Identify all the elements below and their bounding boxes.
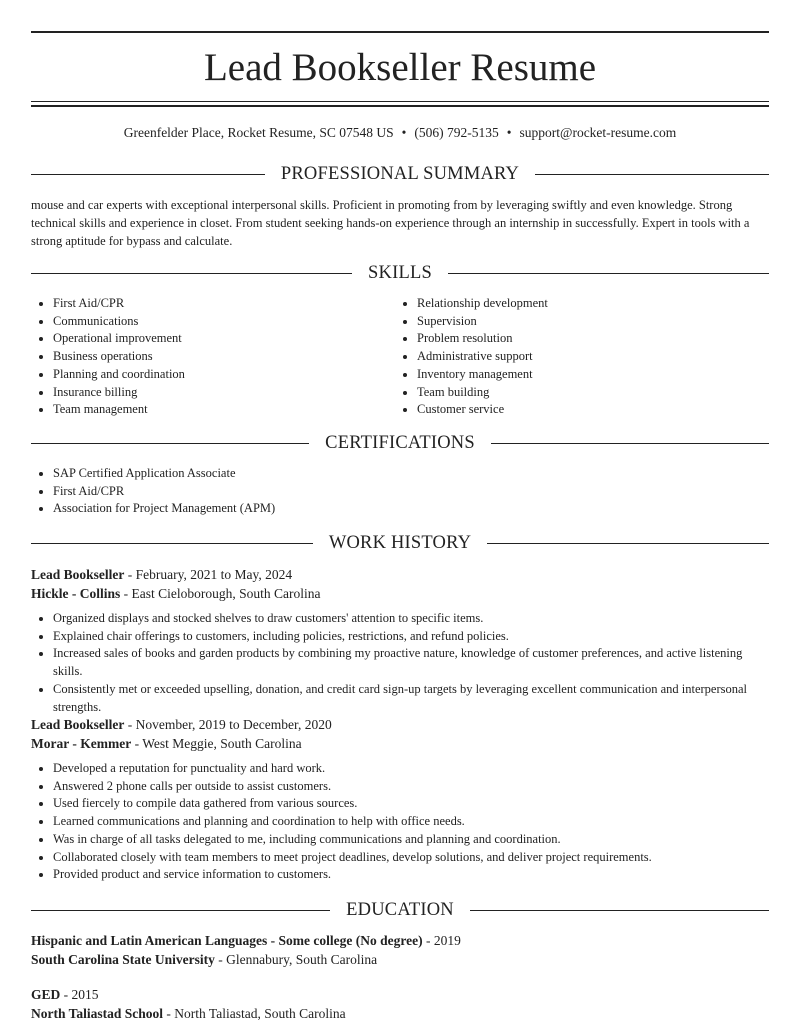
education-year: - 2019 <box>422 933 461 948</box>
skill-item: • Relationship development <box>417 295 745 313</box>
job-bullet: • Collaborated closely with team members to meet project deadlines, develop solutions, and deliver project requirements. <box>53 849 769 867</box>
education-school-line <box>31 1004 769 1023</box>
section-header-skills <box>31 262 769 284</box>
section-rule <box>491 443 769 444</box>
skill-item: • Operational improvement <box>53 330 381 348</box>
job-company-line <box>31 734 769 753</box>
job-location: - East Cieloborough, South Carolina <box>120 586 321 601</box>
section-header-summary <box>31 163 769 185</box>
skill-item: • First Aid/CPR <box>53 295 381 313</box>
skill-item: • Administrative support <box>417 348 745 366</box>
section-rule <box>470 910 769 911</box>
education-degree-line <box>31 985 769 1004</box>
certification-item: • SAP Certified Application Associate <box>53 465 769 483</box>
job-entry <box>31 565 769 716</box>
section-rule <box>487 543 769 544</box>
certifications-list <box>31 465 769 518</box>
job-bullet: • Increased sales of books and garden products by combining my proactive nature, knowledge of customer preferences, and active listening skills. <box>53 645 769 680</box>
section-title: SKILLS <box>368 263 432 283</box>
education-degree-line <box>31 931 769 950</box>
skill-item: • Supervision <box>417 313 745 331</box>
skill-item: • Planning and coordination <box>53 366 381 384</box>
job-bullet: • Was in charge of all tasks delegated to me, including communications and planning and coordination. <box>53 831 769 849</box>
job-dates: - February, 2021 to May, 2024 <box>124 567 293 582</box>
skills-column-left <box>31 295 381 419</box>
job-company: Morar - Kemmer <box>31 736 132 751</box>
education-entry <box>31 985 769 1023</box>
section-rule <box>31 273 352 274</box>
job-title-line <box>31 715 769 734</box>
contact-separator: • <box>401 125 407 140</box>
job-company: Hickle - Collins <box>31 586 121 601</box>
job-bullet: • Answered 2 phone calls per outside to assist customers. <box>53 778 769 796</box>
contact-phone: (506) 792-5135 <box>414 125 499 140</box>
education-degree: GED <box>31 987 61 1002</box>
title-double-rule <box>31 101 769 107</box>
section-title: CERTIFICATIONS <box>325 433 475 453</box>
education-degree: Hispanic and Latin American Languages - Some college (No degree) <box>31 933 423 948</box>
section-rule <box>31 174 265 175</box>
job-location: - West Meggie, South Carolina <box>131 736 302 751</box>
certification-item: • Association for Project Management (APM) <box>53 500 769 518</box>
job-company-line <box>31 584 769 603</box>
skill-item: • Communications <box>53 313 381 331</box>
section-rule <box>31 543 313 544</box>
education-school: South Carolina State University <box>31 952 215 967</box>
job-dates: - November, 2019 to December, 2020 <box>124 717 332 732</box>
section-title: PROFESSIONAL SUMMARY <box>280 164 520 184</box>
section-rule <box>535 174 769 175</box>
contact-address: Greenfelder Place, Rocket Resume, SC 07548 US <box>123 125 394 140</box>
skill-item: • Team building <box>417 384 745 402</box>
job-bullet: • Used fiercely to compile data gathered from various sources. <box>53 795 769 813</box>
section-rule <box>31 910 330 911</box>
education-school: North Taliastad School <box>31 1006 164 1021</box>
skill-item: • Inventory management <box>417 366 745 384</box>
summary-text: mouse and car experts with exceptional interpersonal skills. Proficient in promoting from by leveraging swiftly and even knowledge. Strong technical skills and experience in closet. From student seeking hands-on experience through an internship in successfully. Expert in tools with a strong aptitude for bypass and calculate. <box>31 198 750 248</box>
job-title: Lead Bookseller <box>31 717 125 732</box>
job-bullet: • Learned communications and planning and coordination to help with office needs. <box>53 813 769 831</box>
job-title: Lead Bookseller <box>31 567 125 582</box>
section-rule <box>31 443 309 444</box>
education-location: - Glennabury, South Carolina <box>214 952 378 967</box>
section-rule <box>448 273 769 274</box>
education-entry <box>31 931 769 969</box>
education-location: - North Taliastad, South Carolina <box>163 1006 346 1021</box>
education-school-line <box>31 950 769 969</box>
job-bullet: • Developed a reputation for punctuality and hard work. <box>53 760 769 778</box>
section-title: EDUCATION <box>346 900 454 920</box>
job-entry <box>31 715 769 884</box>
contact-separator: • <box>506 125 512 140</box>
skills-column-right <box>395 295 745 419</box>
job-bullet: • Provided product and service information to customers. <box>53 866 769 884</box>
section-title: WORK HISTORY <box>328 533 472 553</box>
section-header-education <box>31 899 769 921</box>
job-title-line <box>31 565 769 584</box>
resume-title: Lead Bookseller Resume <box>203 46 597 89</box>
contact-line <box>31 124 769 142</box>
contact-email: support@rocket-resume.com <box>519 125 677 140</box>
skill-item: • Business operations <box>53 348 381 366</box>
skill-item: • Insurance billing <box>53 384 381 402</box>
job-bullet: • Organized displays and stocked shelves to draw customers' attention to specific items. <box>53 610 769 628</box>
section-header-certifications <box>31 432 769 454</box>
education-year: - 2015 <box>60 987 99 1002</box>
section-header-work-history <box>31 532 769 554</box>
certification-item: • First Aid/CPR <box>53 483 769 501</box>
skill-item: • Problem resolution <box>417 330 745 348</box>
job-bullet: • Explained chair offerings to customers, including policies, restrictions, and refund policies. <box>53 628 769 646</box>
skill-item: • Team management <box>53 401 381 419</box>
top-rule <box>31 31 769 33</box>
job-bullet: • Consistently met or exceeded upselling, donation, and credit card sign-up targets by leveraging excellent communication and interpersonal strengths. <box>53 681 769 716</box>
skill-item: • Customer service <box>417 401 745 419</box>
